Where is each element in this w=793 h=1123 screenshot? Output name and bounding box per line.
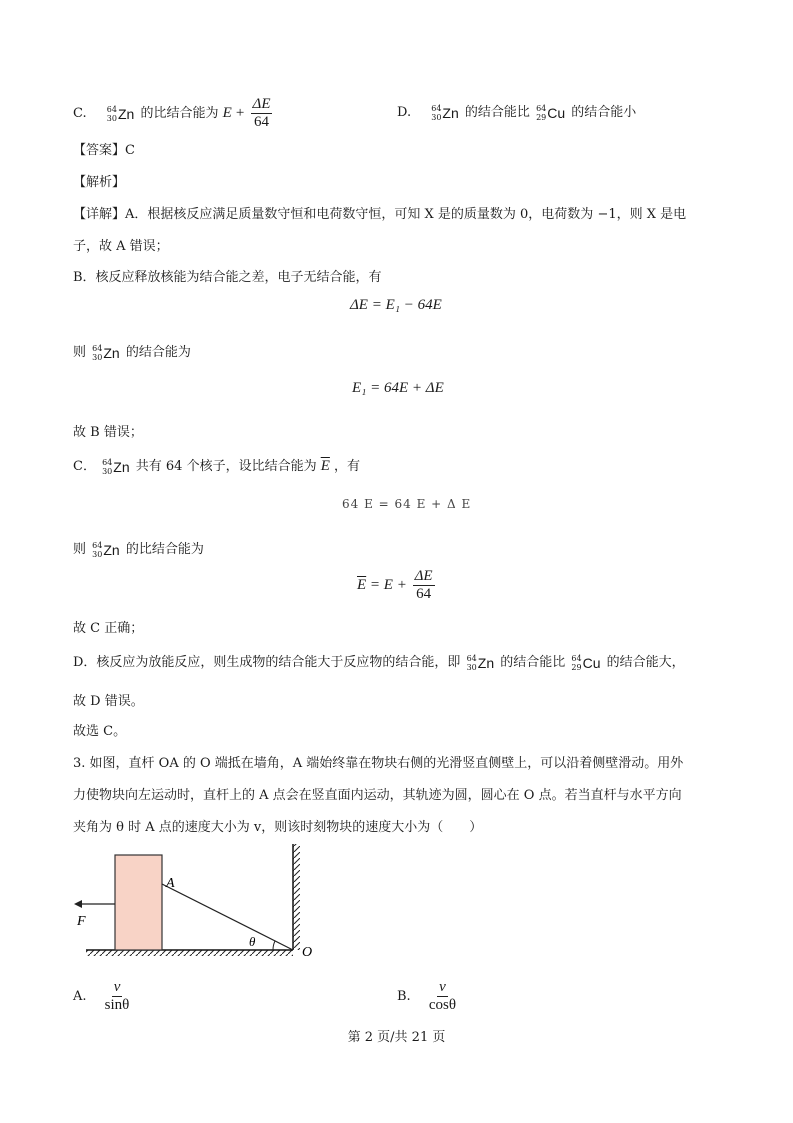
theta-arc	[273, 941, 275, 950]
q3-option-a: A. $\frac{v}{\sin\theta}$	[73, 979, 130, 1013]
zn-nuclide: 64 30 Zn	[92, 540, 120, 559]
label-o: O	[302, 945, 313, 960]
detail-c-conclusion: 故 C 正确；	[73, 621, 144, 636]
rod	[162, 884, 293, 950]
detail-a-line2: 子，故 A 错误；	[73, 239, 169, 254]
cu-nuclide: 64 29 Cu	[536, 103, 566, 122]
detail-c-line2: 则 64 30 Zn 的比结合能为	[73, 540, 204, 559]
question3-line2: 力使物块向左运动时，直杆上的 A 点会在竖直面内运动，其轨迹为圆，圆心在 O 点。若当直杆与水平方向	[73, 788, 682, 803]
detail-c-line1: C． 64 30 Zn 共有 64 个核子，设比结合能为 $\overline{E}$ ，有	[73, 457, 361, 476]
q3-option-b-fraction: $\frac{v}{\cos\theta}$	[428, 979, 457, 1013]
detail-b-conclusion: 故 B 错误；	[73, 425, 143, 440]
label-f: F	[77, 914, 86, 929]
equation-64ebar: 64 E = 64 E + Δ E	[342, 497, 472, 511]
wall-hatch	[293, 844, 300, 950]
zn-nuclide: 64 30 Zn	[106, 104, 135, 123]
q3-option-a-fraction: $\frac{v}{\sin\theta}$	[104, 979, 130, 1013]
zn-nuclide: 64 30 Zn	[102, 457, 130, 476]
option-d	[397, 101, 636, 122]
detail-d-line2: 故 D 错误。	[73, 694, 144, 709]
choice: 故选 C。	[73, 724, 127, 739]
label-a: A	[166, 876, 175, 891]
ground-hatch	[86, 950, 293, 956]
e-bar: $\overline{E}$	[320, 458, 330, 474]
equation-e1: E₁ = 64E + ΔE	[352, 380, 444, 396]
detail-d-line1: D．核反应为放能反应，则生成物的结合能大于反应物的结合能，即 64 30 Zn 的结合能比 64 29 Cu 的结合能大，	[73, 653, 685, 672]
force-arrowhead	[74, 900, 82, 908]
zn-nuclide: 64 30 Zn	[431, 103, 459, 122]
detail-a-line1: 【详解】A．根据核反应满足质量数守恒和电荷数守恒，可知 X 是的质量数为 0，电荷数为 −1，则 X 是电	[73, 207, 687, 222]
analysis-heading: 【解析】	[73, 175, 126, 190]
option-c	[73, 96, 274, 131]
equation-delta-e: ΔE = E₁ − 64E	[350, 297, 442, 313]
detail-b-line1: B．核反应释放核能为结合能之差，电子无结合能，有	[73, 270, 382, 285]
block	[115, 855, 162, 950]
zn-nuclide: 64 30 Zn	[92, 343, 120, 362]
equation-ebar: $\overline{E} = E$ + $\frac{\Delta E}{64}$	[357, 568, 433, 602]
option-c-plus: +	[235, 105, 245, 121]
q3-option-b: B. $\frac{v}{\cos\theta}$	[397, 979, 457, 1013]
page-footer: 第 2 页/共 21 页	[347, 1030, 446, 1045]
option-c-label: C.	[73, 106, 87, 121]
zn-nuclide: 64 30 Zn	[466, 653, 495, 672]
ebar-fraction: $\frac{\Delta E}{64}$	[414, 568, 433, 602]
option-c-expr-lhs: E	[222, 105, 232, 121]
cu-nuclide: 64 29 Cu	[571, 653, 601, 672]
option-d-text2: 的结合能小	[571, 105, 637, 120]
option-d-text1: 的结合能比	[464, 105, 530, 120]
detail-b-line2: 则 64 30 Zn 的结合能为	[73, 343, 191, 362]
option-d-label: D.	[397, 105, 412, 120]
rod-block-figure	[72, 840, 322, 965]
option-c-text: 的比结合能为	[140, 106, 219, 121]
question3-line3: 夹角为 θ 时 A 点的速度大小为 v，则该时刻物块的速度大小为（ ）	[73, 820, 483, 835]
label-theta: θ	[249, 934, 256, 949]
question3-line1: 3. 如图，直杆 OA 的 O 端抵在墙角，A 端始终靠在物块右侧的光滑竖直侧壁上，可以沿着侧壁滑动。用外	[73, 756, 684, 771]
option-c-fraction: $\frac{\Delta E}{64}$	[252, 96, 271, 130]
answer: 【答案】C	[73, 143, 135, 158]
